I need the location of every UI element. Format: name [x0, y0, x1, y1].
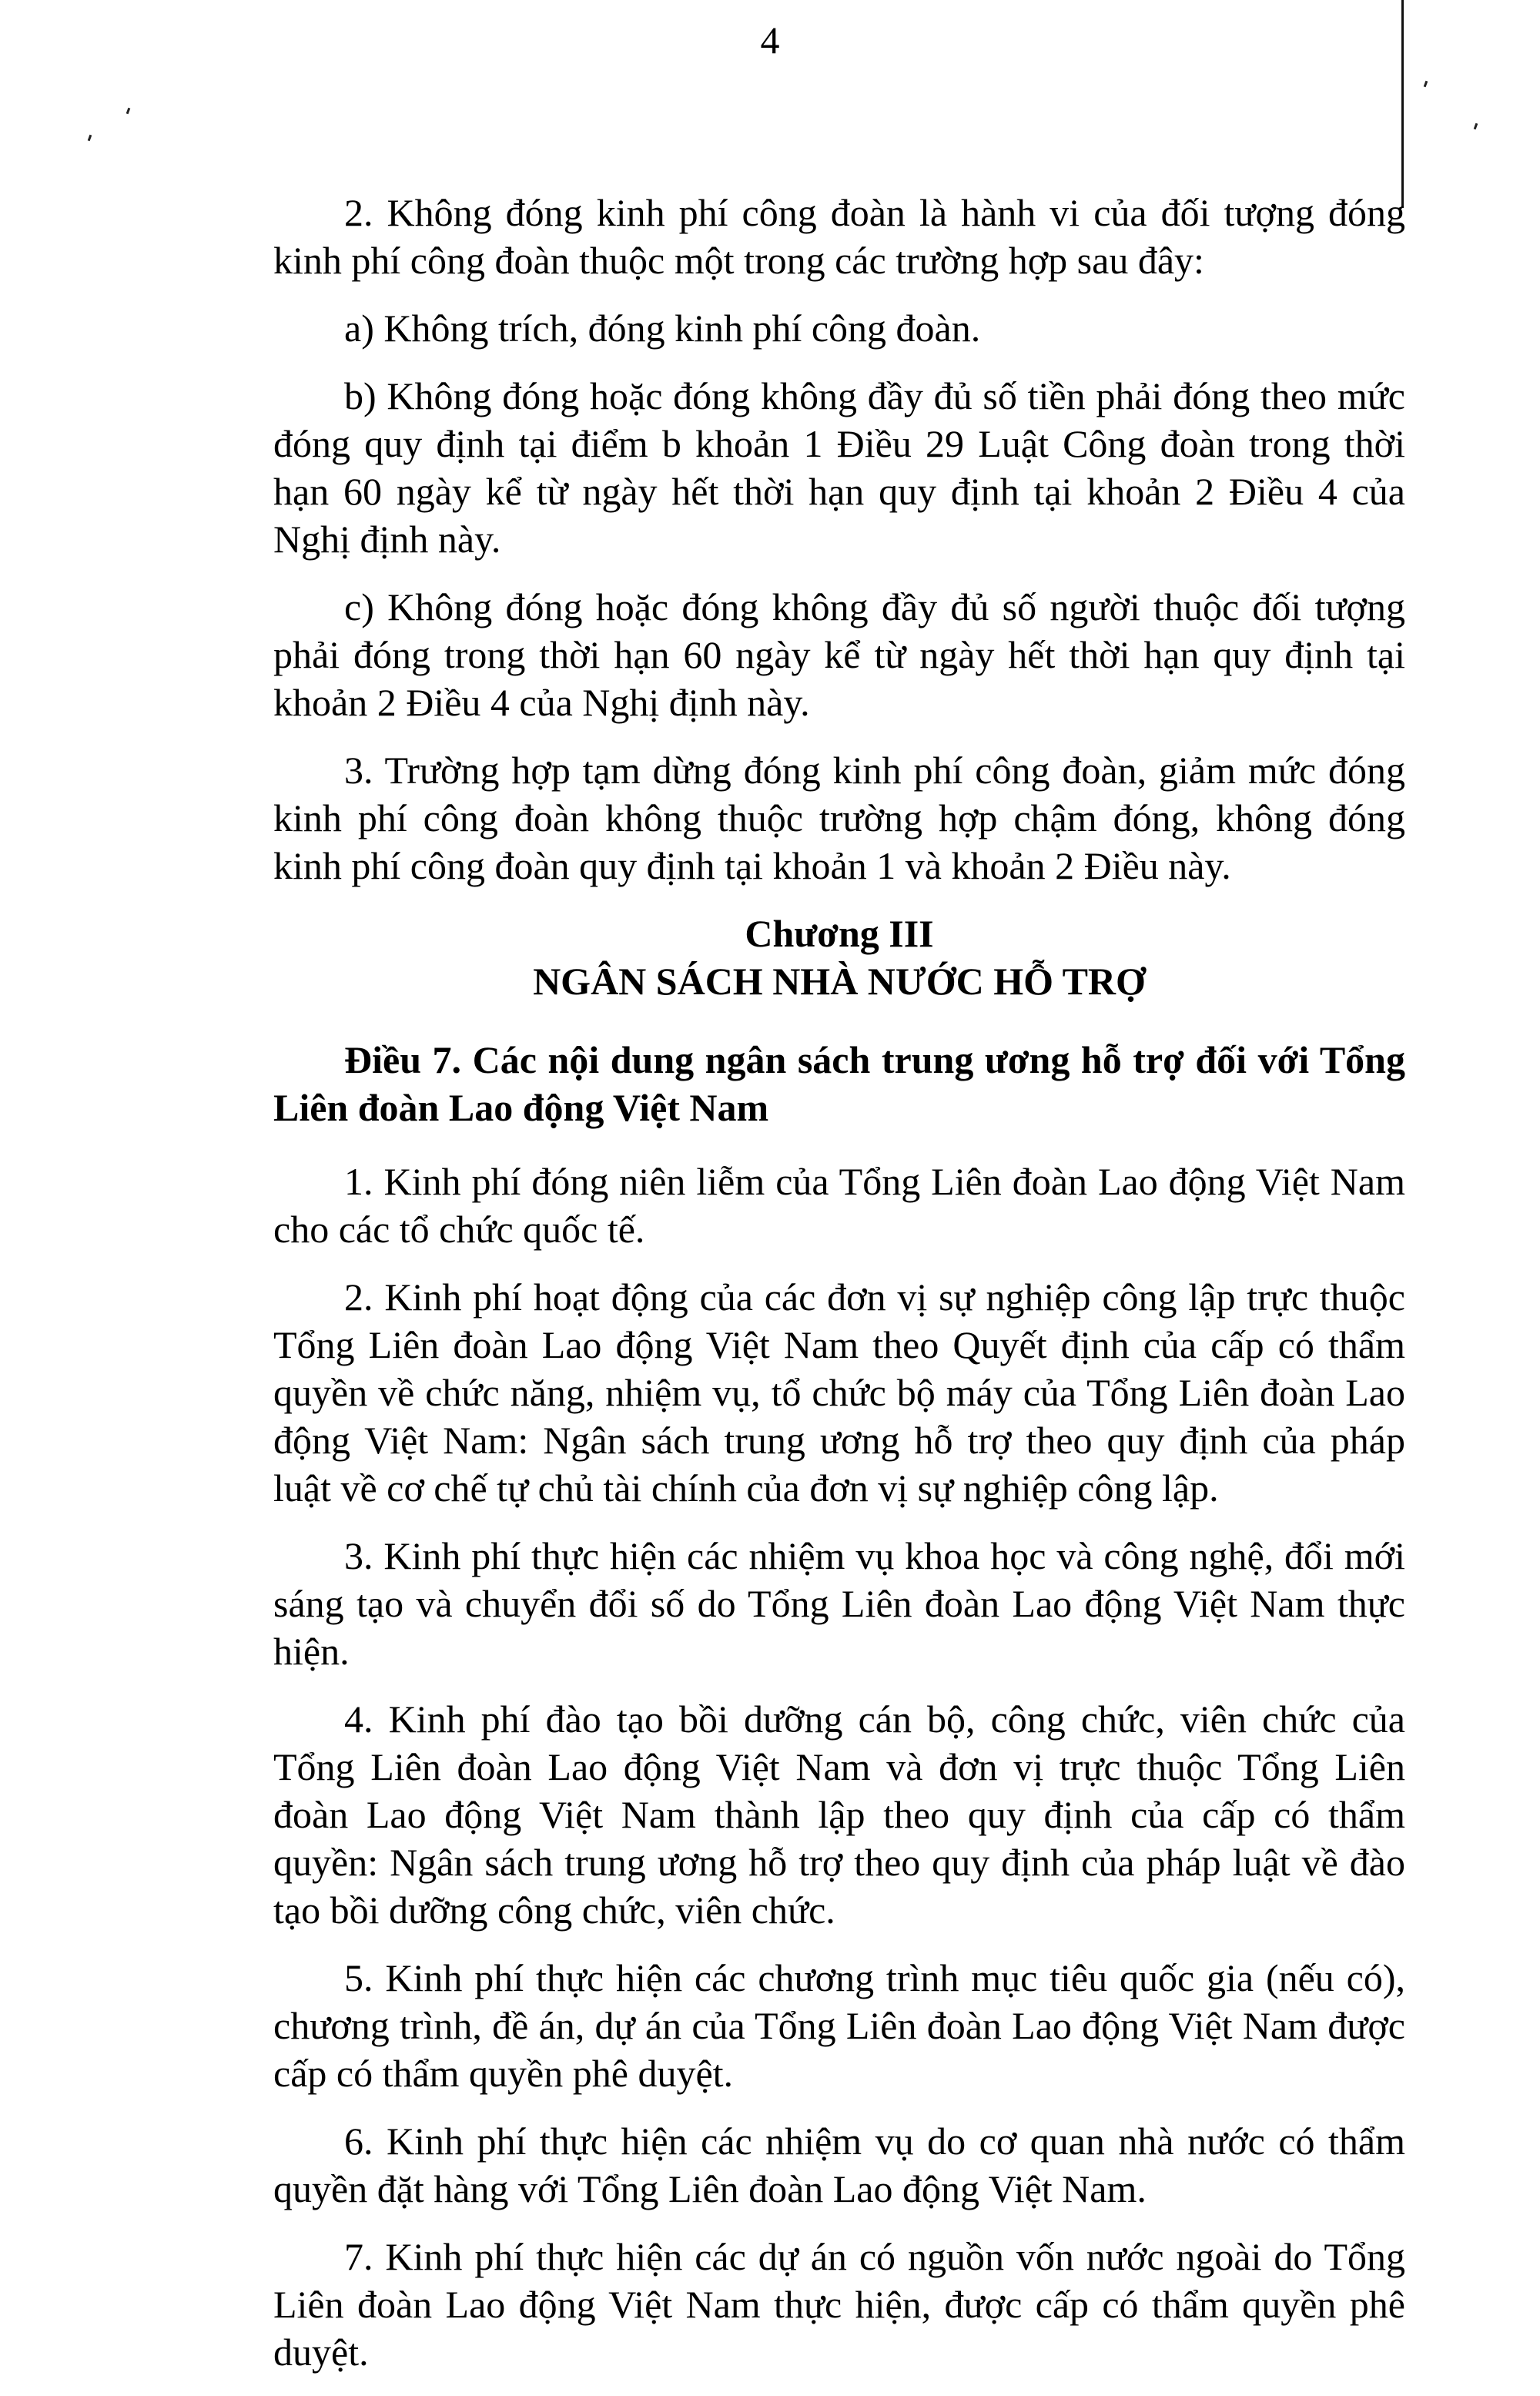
scan-speck	[88, 135, 92, 142]
article-item: 4. Kinh phí đào tạo bồi dưỡng cán bộ, công chức, viên chức của Tổng Liên đoàn Lao động Việt Nam và đơn vị trực thuộc Tổng Liên đoàn Lao động Việt Nam thành lập theo quy định của cấp có thẩm quyền: Ngân sách trung ương hỗ trợ theo quy định của pháp luật về đào tạo bồi dưỡng công chức, viên chức.	[273, 1697, 1405, 1932]
article-item: 5. Kinh phí thực hiện các chương trình mục tiêu quốc gia (nếu có), chương trình, đề án, dự án của Tổng Liên đoàn Lao động Việt Nam được cấp có thẩm quyền phê duyệt.	[273, 1956, 1405, 2095]
page-number: 4	[760, 18, 780, 62]
article-item: 2. Kinh phí hoạt động của các đơn vị sự nghiệp công lập trực thuộc Tổng Liên đoàn Lao động Việt Nam theo Quyết định của cấp có thẩm quyền về chức năng, nhiệm vụ, tổ chức bộ máy của Tổng Liên đoàn Lao động Việt Nam: Ngân sách trung ương hỗ trợ theo quy định của pháp luật về cơ chế tự chủ tài chính của đơn vị sự nghiệp công lập.	[273, 1275, 1405, 1510]
article-item: 7. Kinh phí thực hiện các dự án có nguồn vốn nước ngoài do Tổng Liên đoàn Lao động Việt Nam thực hiện, được cấp có thẩm quyền phê duyệt.	[273, 2235, 1405, 2374]
paragraph: a) Không trích, đóng kinh phí công đoàn.	[344, 307, 981, 350]
paragraph: 2. Không đóng kinh phí công đoàn là hành vi của đối tượng đóng kinh phí công đoàn thuộc một trong các trường hợp sau đây:	[273, 191, 1405, 282]
chapter-title: NGÂN SÁCH NHÀ NƯỚC HỖ TRỢ	[533, 960, 1146, 1003]
document-body	[273, 189, 1405, 2396]
scan-artifact-line	[1401, 0, 1404, 208]
article-item: 3. Kinh phí thực hiện các nhiệm vụ khoa học và công nghệ, đổi mới sáng tạo và chuyển đổi số do Tổng Liên đoàn Lao động Việt Nam thực hiện.	[273, 1534, 1405, 1673]
chapter-label: Chương III	[745, 912, 934, 955]
scan-speck	[126, 108, 131, 115]
article-item: 6. Kinh phí thực hiện các nhiệm vụ do cơ quan nhà nước có thẩm quyền đặt hàng với Tổng Liên đoàn Lao động Việt Nam.	[273, 2120, 1405, 2210]
scan-speck	[1474, 123, 1478, 130]
article-item: 1. Kinh phí đóng niên liễm của Tổng Liên đoàn Lao động Việt Nam cho các tổ chức quốc tế.	[273, 1160, 1405, 1251]
scan-speck	[1424, 81, 1428, 88]
paragraph: b) Không đóng hoặc đóng không đầy đủ số tiền phải đóng theo mức đóng quy định tại điểm b khoản 1 Điều 29 Luật Công đoàn trong thời hạn 60 ngày kể từ ngày hết thời hạn quy định tại khoản 2 Điều 4 của Nghị định này.	[273, 374, 1405, 561]
paragraph: 3. Trường hợp tạm dừng đóng kinh phí công đoàn, giảm mức đóng kinh phí công đoàn không thuộc trường hợp chậm đóng, không đóng kinh phí công đoàn quy định tại khoản 1 và khoản 2 Điều này.	[273, 749, 1405, 887]
paragraph: c) Không đóng hoặc đóng không đầy đủ số người thuộc đối tượng phải đóng trong thời hạn 60 ngày kể từ ngày hết thời hạn quy định tại khoản 2 Điều 4 của Nghị định này.	[273, 585, 1405, 724]
article-heading: Điều 7. Các nội dung ngân sách trung ương hỗ trợ đối với Tổng Liên đoàn Lao động Việt Nam	[273, 1038, 1405, 1129]
